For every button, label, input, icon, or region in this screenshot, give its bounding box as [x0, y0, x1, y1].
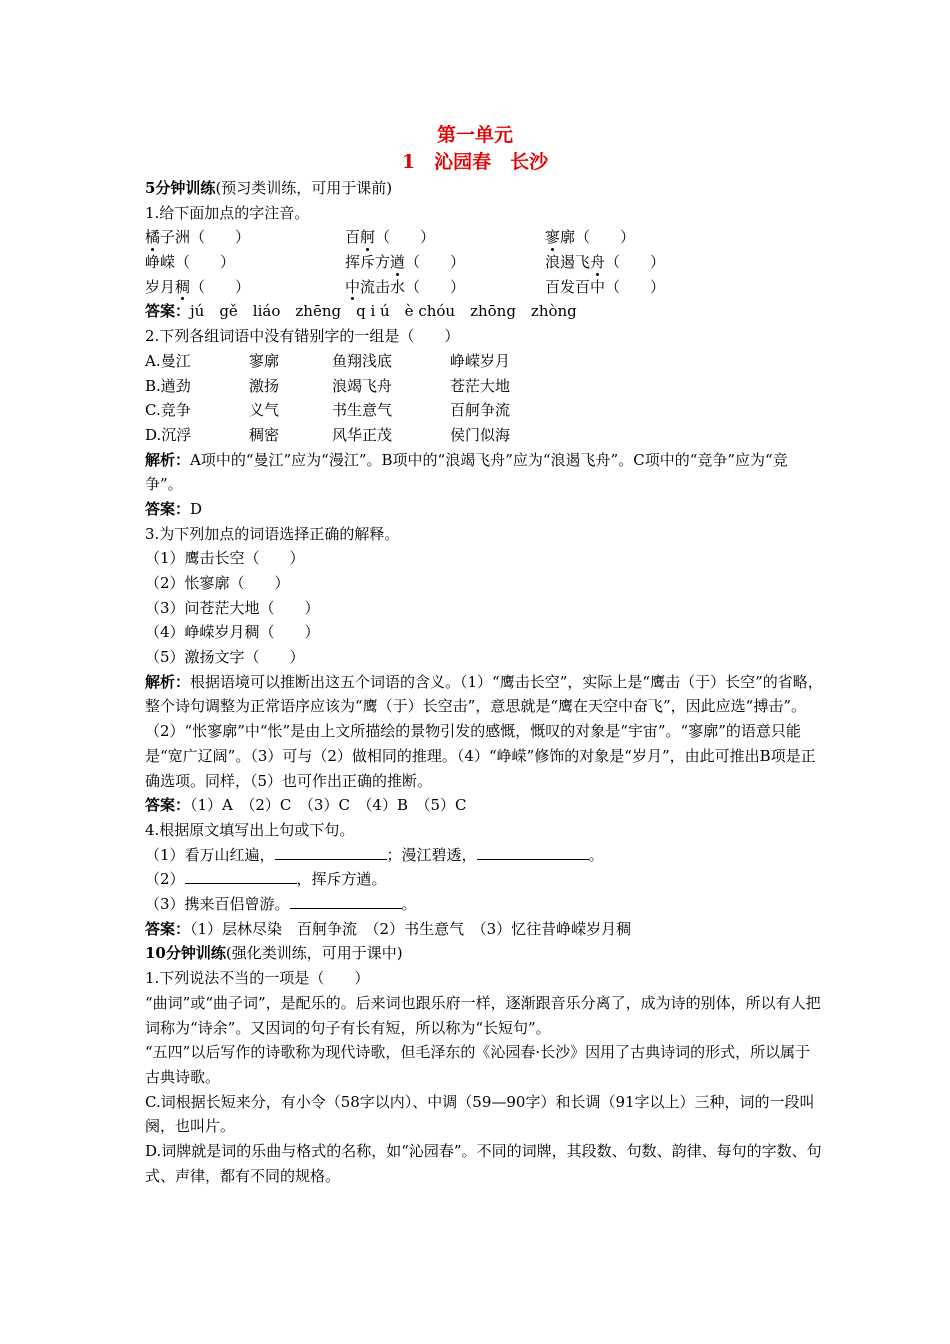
q4-stem: 4.根据原文填写出上句或下句。	[145, 820, 355, 839]
q3-analysis: 解析：根据语境可以推断出这五个词语的含义。（1）“鹰击长空”，实际上是“鹰击（于）长空”的省略，整个诗句调整为正常语序应该为“鹰（于）长空击”，意思就是“鹰在天空中奋飞”，因此应选“搏击”。（2）“怅寥廓”中“怅”是由上文所描绘的景物引发的感慨，慨叹的对象是“宇宙”。“寥廓”的语意只能是“宽广辽阔”。（3）可与（2）做相同的推理。（4）“峥嵘”修饰的对象是“岁月”，由此可推出B项是正确选项。同样，（5）也可作出正确的推断。	[145, 672, 823, 790]
q2-option-d: D.沉浮 稠密 风华正茂 侯门似海	[145, 425, 511, 444]
q2-analysis: 解析：A项中的“曼江”应为“漫江”。B项中的“浪竭飞舟”应为“浪遏飞舟”。C项中的“竞争”应为“竞争”。	[145, 450, 788, 494]
document-body	[145, 176, 825, 1188]
q3-item-3: （3）问苍茫大地（ ）	[145, 598, 320, 617]
section-heading-5min: 5分钟训练(预习类训练，可用于课前)	[145, 179, 393, 197]
q1-row-3: 岁月稠（ ） 中流击水（ ） 百发百中（ ）	[145, 275, 825, 300]
q1-answer: 答案：jú gě liáo zhēng q i ú è chóu zhōng zhòng	[145, 302, 577, 321]
q1-row-1: 橘子洲（ ） 百舸（ ） 寥廓（ ）	[145, 225, 825, 250]
q2-option-b: B.遒劲 激扬 浪竭飞舟 苍茫大地	[145, 376, 511, 395]
q3-answer: 答案：（1）A （2）C （3）C （4）B （5）C	[145, 796, 467, 815]
q3-stem: 3.为下列加点的词语选择正确的解释。	[145, 524, 400, 543]
section-heading-10min: 10分钟训练(强化类训练，可用于课中)	[145, 944, 403, 963]
q4-item-2: （2） ，挥斥方遒。	[145, 867, 825, 892]
q3-item-4: （4）峥嵘岁月稠（ ）	[145, 623, 320, 642]
q2-option-c: C.竞争 义气 书生意气 百舸争流	[145, 401, 511, 420]
q5-option-d: D.词牌就是词的乐曲与格式的名称，如“沁园春”。不同的词牌，其段数、句数、韵律、每句的字数、句式、声律，都有不同的规格。	[145, 1142, 822, 1185]
answer-blank[interactable]	[275, 843, 387, 860]
q4-answer: 答案：（1）层林尽染 百舸争流 （2）书生意气 （3）忆往昔峥嵘岁月稠	[145, 919, 632, 938]
q2-option-a: A.曼江 寥廓 鱼翔浅底 峥嵘岁月	[145, 351, 511, 370]
q1-stem: 1.给下面加点的字注音。	[145, 203, 310, 222]
q2-answer: 答案：D	[145, 499, 203, 518]
answer-blank[interactable]	[477, 843, 589, 860]
q4-item-1: （1）看万山红遍， ；漫江碧透， 。	[145, 843, 825, 868]
q2-stem: 2.下列各组词语中没有错别字的一组是（ ）	[145, 327, 460, 346]
answer-blank[interactable]	[290, 892, 402, 909]
q3-item-5: （5）激扬文字（ ）	[145, 648, 305, 667]
q5-option-a: “曲词”或“曲子词”，是配乐的。后来词也跟乐府一样，逐渐跟音乐分离了，成为诗的别体，所以有人把词称为“诗余”。又因词的句子有长有短，所以称为“长短句”。	[145, 993, 821, 1037]
q3-item-2: （2）怅寥廓（ ）	[145, 574, 290, 593]
q4-item-3: （3）携来百侣曾游。 。	[145, 892, 825, 917]
q1-row-2: 峥嵘（ ） 挥斥方遒（ ） 浪遏飞舟（ ）	[145, 250, 825, 275]
lesson-title: 1 沁园春 长沙	[401, 151, 549, 173]
unit-title: 第一单元	[436, 124, 513, 146]
answer-blank[interactable]	[185, 867, 297, 884]
q3-item-1: （1）鹰击长空（ ）	[145, 549, 305, 568]
q5-stem: 1.下列说法不当的一项是（ ）	[145, 969, 370, 988]
q5-option-c: C.词根据长短来分，有小令（58字以内）、中调（59—90字）和长调（91字以上）三种，词的一段叫阕，也叫片。	[145, 1092, 815, 1136]
q5-option-b: “五四”以后写作的诗歌称为现代诗歌，但毛泽东的《沁园春·长沙》因用了古典诗词的形式，所以属于古典诗歌。	[145, 1043, 811, 1086]
